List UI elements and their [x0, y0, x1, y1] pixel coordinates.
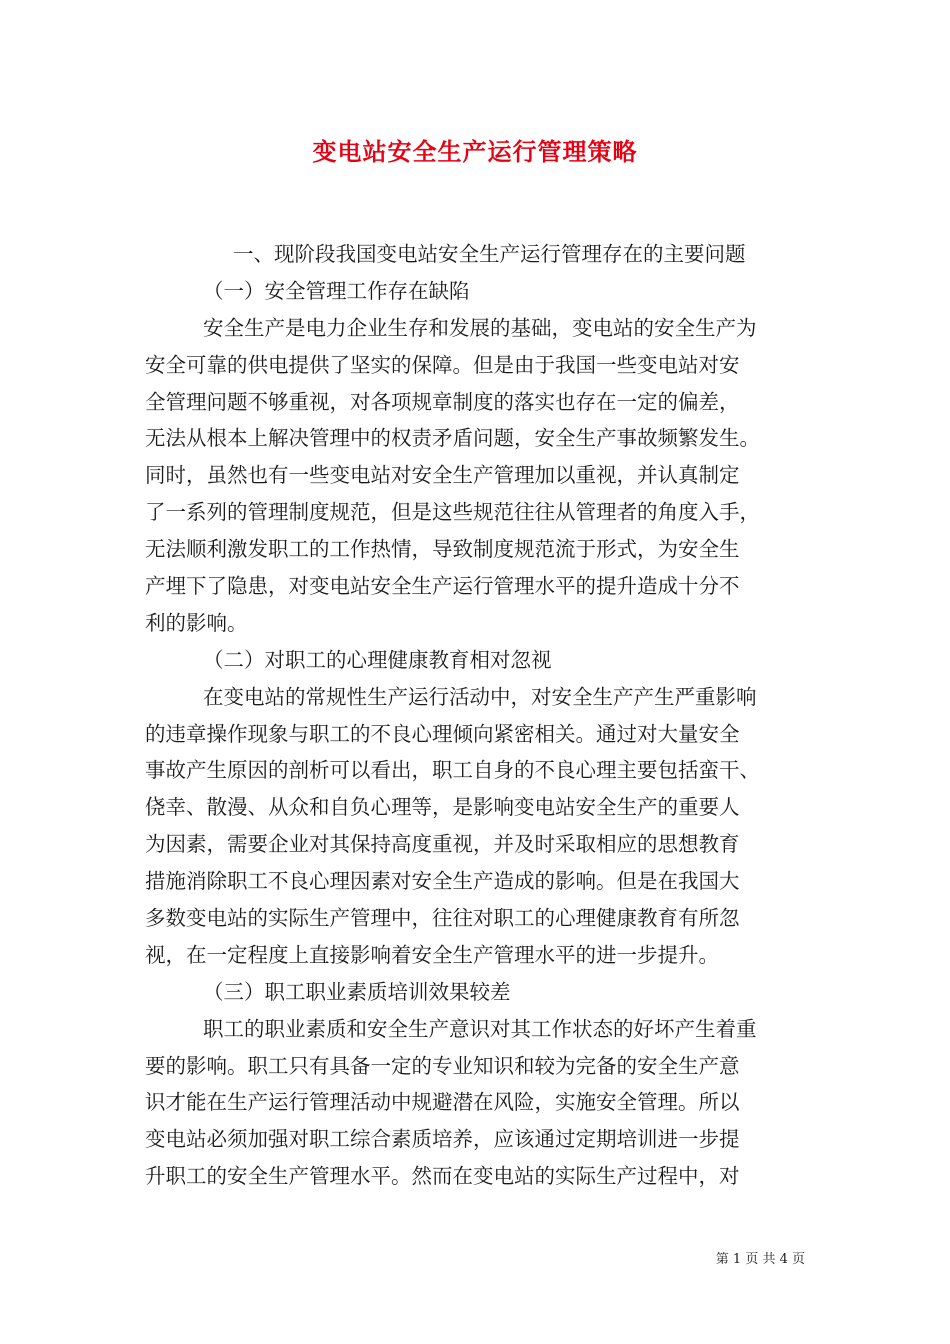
subsection-heading: （一）安全管理工作存在缺陷	[203, 278, 470, 303]
paragraph-line: 安全生产是电力企业生存和发展的基础，变电站的安全生产为	[203, 315, 757, 340]
subsection-heading: （二）对职工的心理健康教育相对忽视	[203, 647, 552, 672]
paragraph-line: 多数变电站的实际生产管理中，往往对职工的心理健康教育有所忽	[145, 906, 740, 931]
paragraph-line: 的违章操作现象与职工的不良心理倾向紧密相关。通过对大量安全	[145, 721, 740, 746]
document-body	[145, 236, 810, 1195]
paragraph-line: 同时，虽然也有一些变电站对安全生产管理加以重视，并认真制定	[145, 463, 740, 488]
paragraph-line: 视，在一定程度上直接影响着安全生产管理水平的进一步提升。	[145, 942, 719, 967]
paragraph-line: 侥幸、散漫、从众和自负心理等，是影响变电站安全生产的重要人	[145, 795, 740, 820]
paragraph-line: 无法顺利激发职工的工作热情，导致制度规范流于形式，为安全生	[145, 537, 740, 562]
paragraph-line: 要的影响。职工只有具备一定的专业知识和较为完备的安全生产意	[145, 1053, 740, 1078]
paragraph-line: 措施消除职工不良心理因素对安全生产造成的影响。但是在我国大	[145, 869, 740, 894]
paragraph-line: 为因素，需要企业对其保持高度重视，并及时采取相应的思想教育	[145, 832, 740, 857]
paragraph-line: 了一系列的管理制度规范，但是这些规范往往从管理者的角度入手，	[145, 500, 760, 525]
paragraph-line: 全管理问题不够重视，对各项规章制度的落实也存在一定的偏差，	[145, 389, 740, 414]
paragraph-line: 变电站必须加强对职工综合素质培养，应该通过定期培训进一步提	[145, 1127, 740, 1152]
page-number: 第 1 页 共 4 页	[715, 1252, 805, 1267]
section-heading: 一、现阶段我国变电站安全生产运行管理存在的主要问题	[233, 242, 746, 266]
paragraph-line: 无法从根本上解决管理中的权责矛盾问题，安全生产事故频繁发生。	[145, 426, 760, 451]
paragraph-line: 职工的职业素质和安全生产意识对其工作状态的好坏产生着重	[203, 1016, 757, 1041]
paragraph-line: 事故产生原因的剖析可以看出，职工自身的不良心理主要包括蛮干、	[145, 758, 760, 783]
paragraph-line: 识才能在生产运行管理活动中规避潜在风险，实施安全管理。所以	[145, 1090, 740, 1115]
paragraph-line: 升职工的安全生产管理水平。然而在变电站的实际生产过程中，对	[145, 1164, 740, 1189]
document-title: 变电站安全生产运行管理策略	[312, 137, 638, 166]
paragraph-line: 安全可靠的供电提供了坚实的保障。但是由于我国一些变电站对安	[145, 352, 740, 377]
paragraph-line: 产埋下了隐患，对变电站安全生产运行管理水平的提升造成十分不	[145, 574, 740, 599]
subsection-heading: （三）职工职业素质培训效果较差	[203, 979, 511, 1004]
paragraph-line: 利的影响。	[145, 610, 248, 635]
paragraph-line: 在变电站的常规性生产运行活动中，对安全生产产生严重影响	[203, 684, 757, 709]
